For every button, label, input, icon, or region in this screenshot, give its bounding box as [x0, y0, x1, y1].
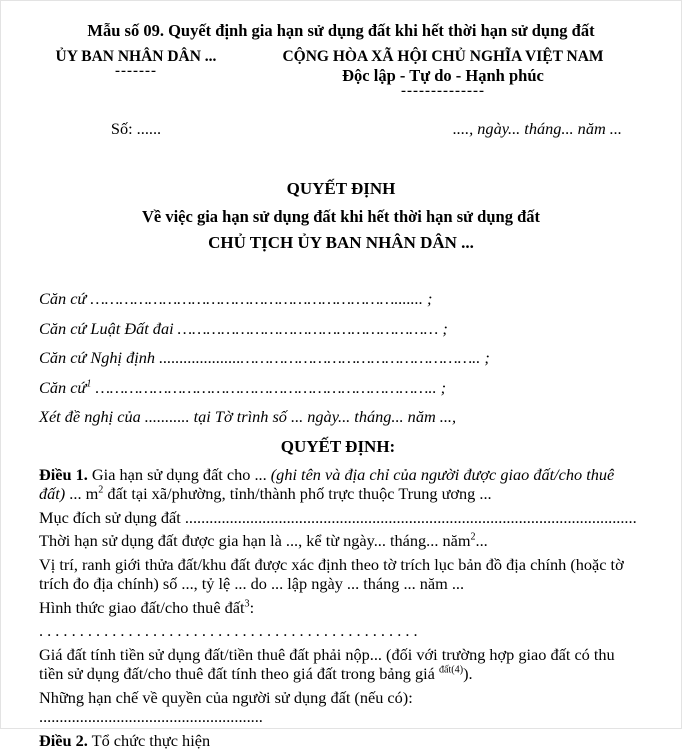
number-date-row [1, 119, 681, 139]
motto-divider: -------------- [271, 86, 615, 97]
preamble-line-2: Căn cứ Luật Đất đai ……………………………………………… ; [39, 319, 637, 339]
org-divider: ------- [1, 66, 271, 77]
document-body [1, 289, 681, 750]
article-1-label: Điều 1. [39, 465, 88, 484]
decision-subject: Về việc gia hạn sử dụng đất khi hết thời hạn sử dụng đất [1, 207, 681, 227]
footnote-ref-2: 2 [470, 532, 475, 543]
article-1-text-1: Gia hạn sử dụng đất cho ... [88, 465, 271, 484]
allocation-form-text: Hình thức giao đất/cho thuê đất [39, 598, 245, 617]
paragraph-restrictions: Những hạn chế về quyền của người sử dụng đất (nếu có): ....................................................... [39, 688, 637, 727]
national-motto: Độc lập - Tự do - Hạnh phúc [271, 66, 615, 86]
paragraph-allocation-form [39, 598, 637, 618]
duration-tail: ... [476, 531, 488, 550]
land-price-text: Giá đất tính tiền sử dụng đất/tiền thuê đất phải nộp... (đối với trường hợp giao đất có thu tiền sử dụng đất/cho thuê đất tính theo giá đất trong bảng giá [39, 645, 615, 684]
decision-heading: QUYẾT ĐỊNH [1, 179, 681, 199]
preamble-line-3: Căn cứ Nghị định ....................………………………………………….. ; [39, 348, 637, 368]
footnote-ref-1: 1 [86, 378, 91, 389]
preamble-line-4 [39, 378, 637, 398]
letterhead-left [1, 47, 271, 97]
duration-text: Thời hạn sử dụng đất được gia hạn là ..., kể từ ngày... tháng... năm [39, 531, 470, 550]
article-1-text-2: ... m [65, 484, 98, 503]
article-2-text: Tổ chức thực hiện [88, 731, 210, 750]
article-1-note: (ghi tên và địa chỉ của người được giao đất/cho thuê đất) [39, 465, 614, 504]
letterhead [1, 47, 681, 97]
superscript-m2: 2 [98, 485, 103, 496]
paragraph-purpose: Mục đích sử dụng đất ............................................................................................................... [39, 508, 637, 528]
title-block [1, 179, 681, 253]
date-place-line: ...., ngày... tháng... năm ... [271, 119, 681, 139]
paragraph-land-price [39, 645, 637, 684]
letterhead-right [271, 47, 615, 97]
paragraph-duration [39, 531, 637, 551]
paragraph-article-2 [39, 731, 637, 750]
paragraph-article-1 [39, 465, 637, 504]
land-price-tail: ). [463, 664, 473, 683]
allocation-form-colon: : [250, 598, 255, 617]
decides-heading: QUYẾT ĐỊNH: [39, 437, 637, 457]
form-title: Mẫu số 09. Quyết định gia hạn sử dụng đất khi hết thời hạn sử dụng đất [29, 20, 653, 41]
preamble-line-1: Căn cứ ………………………………………………………....... ; [39, 289, 637, 309]
preamble-line-4-text: Căn cứ [39, 378, 86, 397]
footnote-ref-4: đất(4) [439, 665, 463, 676]
preamble [39, 289, 637, 427]
article-1-text-3: đất tại xã/phường, tỉnh/thành phố trực thuộc Trung ương ... [103, 484, 491, 503]
org-name: ỦY BAN NHÂN DÂN ... [1, 47, 271, 66]
article-2-label: Điều 2. [39, 731, 88, 750]
preamble-line-5: Xét đề nghị của ........... tại Tờ trình số ... ngày... tháng... năm ..., [39, 407, 637, 427]
paragraph-dotted-line: . . . . . . . . . . . . . . . . . . . . . . . . . . . . . . . . . . . . . . . . . . . . . . . [39, 621, 637, 641]
paragraph-location: Vị trí, ranh giới thửa đất/khu đất được xác định theo tờ trích lục bản đồ địa chính (hoặc tờ trích đo địa chính) số ..., tỷ lệ ... do ... lập ngày ... tháng ... năm ... [39, 555, 637, 594]
decision-authority: CHỦ TỊCH ỦY BAN NHÂN DÂN ... [1, 233, 681, 253]
document-number: Số: ...... [1, 119, 271, 139]
national-title: CỘNG HÒA XÃ HỘI CHỦ NGHĨA VIỆT NAM [271, 47, 615, 66]
preamble-line-4-rest: …………………………………………………………….. ; [91, 378, 446, 397]
footnote-ref-3: 3 [245, 598, 250, 609]
